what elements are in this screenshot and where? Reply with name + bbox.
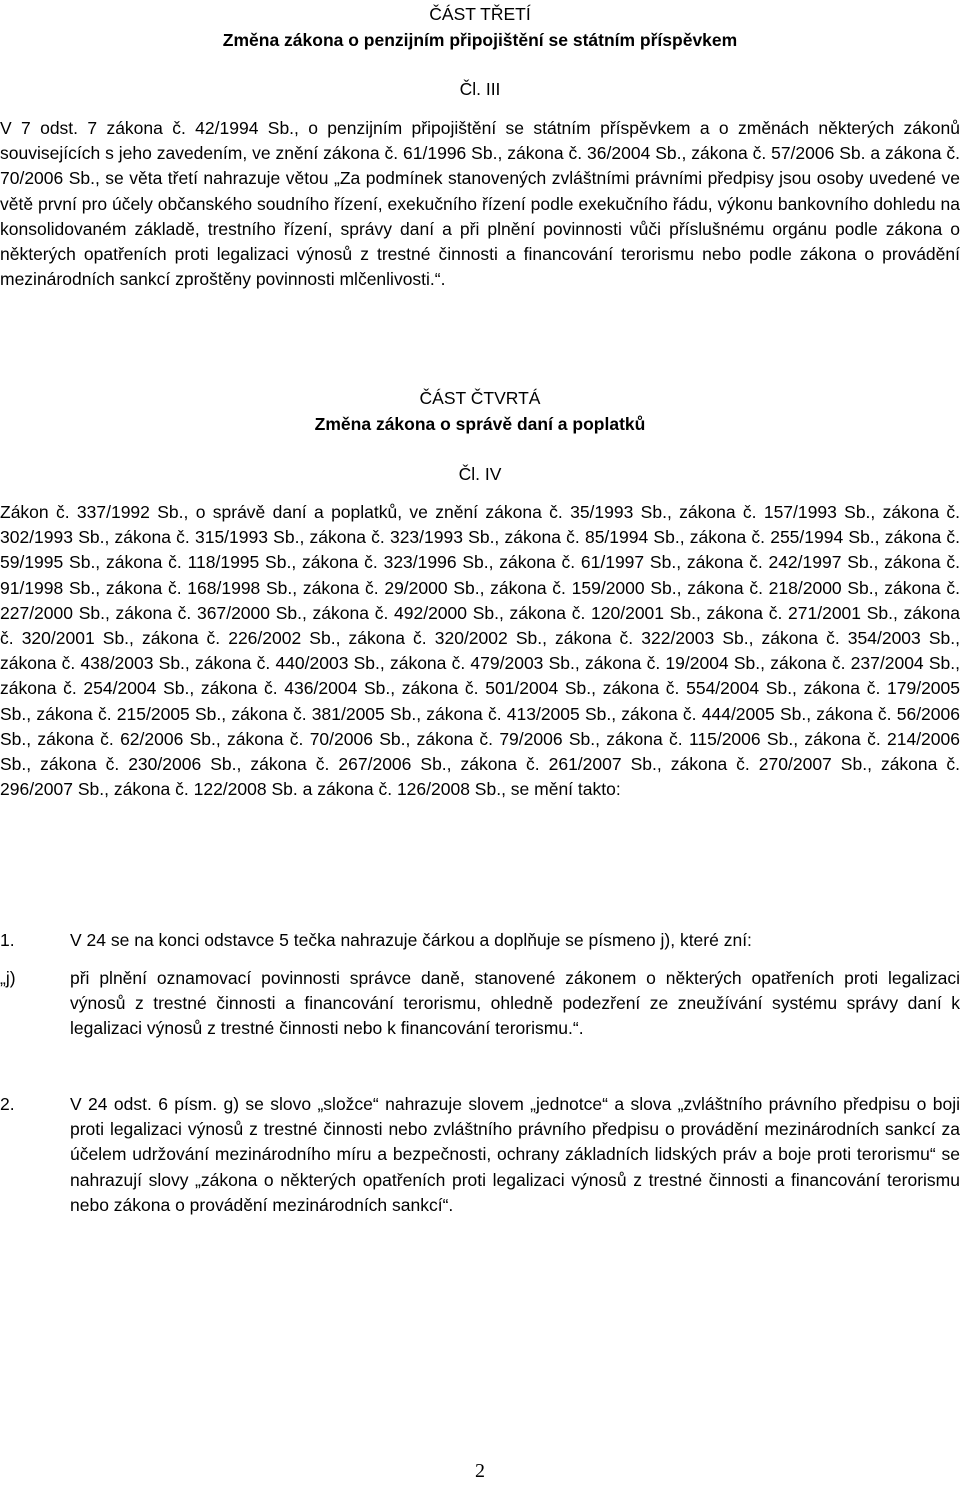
part4-intro: Zákon č. 337/1992 Sb., o správě daní a poplatků, ve znění zákona č. 35/1993 Sb., zákona č. 157/1993 Sb., zákona č. 302/1993 Sb., zákona č. 315/1993 Sb., zákona č. 323/1993 Sb., zákona č. 85/1994 Sb., zákona č. 255/1994 Sb., zákona č. 59/1995 Sb., zákona č. 118/1995 Sb., zákona č. 323/1996 Sb., zákona č. 61/1997 Sb., zákona č. 242/1997 Sb., zákona č. 91/1998 Sb., zákona č. 168/1998 Sb., zákona č. 29/2000 Sb., zákona č. 159/2000 Sb., zákona č. 218/2000 Sb., zákona č. 227/2000 Sb., zákona č. 367/2000 Sb., zákona č. 492/2000 Sb., zákona č. 120/2001 Sb., zákona č. 271/2001 Sb., zákona č. 320/2001 Sb., zákona č. 226/2002 Sb., zákona č. 320/2002 Sb., zákona č. 322/2003 Sb., zákona č. 354/2003 Sb., zákona č. 438/2003 Sb., zákona č. 440/2003 Sb., zákona č. 479/2003 Sb., zákona č. 19/2004 Sb., zákona č. 237/2004 Sb., zákona č. 254/2004 Sb., zákona č. 436/2004 Sb., zákona č. 501/2004 Sb., zákona č. 554/2004 Sb., zákona č. 179/2005 Sb., zákona č. 215/2005 Sb., zákona č. 381/2005 Sb., zákona č. 413/2005 Sb., zákona č. 444/2005 Sb., zákona č. 56/2006 Sb., zákona č. 62/2006 Sb., zákona č. 70/2006 Sb., zákona č. 79/2006 Sb., zákona č. 115/2006 Sb., zákona č. 214/2006 Sb., zákona č. 230/2006 Sb., zákona č. 267/2006 Sb., zákona č. 261/2007 Sb., zákona č. 270/2007 Sb., zákona č. 296/2007 Sb., zákona č. 122/2008 Sb. a zákona č. 126/2008 Sb., se mění takto: [0, 502, 960, 800]
part3-heading: ČÁST TŘETÍ [429, 4, 531, 24]
part4-article: Čl. IV [458, 464, 502, 484]
page-number: 2 [475, 1460, 485, 1482]
item-number: „j) [0, 968, 16, 988]
item-text: V 24 odst. 6 písm. g) se slovo „složce“ nahrazuje slovem „jednotce“ a slova „zvláštního právního předpisu o boji proti legalizaci výnosů z trestné činnosti nebo zvláštního právního předpisu o provádění mezinárodních sankcí za účelem udržování mezinárodního míru a bezpečnosti, ochrany základních lidských práv a boje proti terorismu“ se nahrazují slovy „zákona o některých opatřeních proti legalizaci výnosů z trestné činnosti a financování terorismu nebo zákona o provádění mezinárodních sankcí“. [70, 1094, 960, 1215]
item-text: V 24 se na konci odstavce 5 tečka nahrazuje čárkou a doplňuje se písmeno j), které zní: [70, 930, 752, 950]
item-number: 1. [0, 930, 15, 950]
part3-text: V 7 odst. 7 zákona č. 42/1994 Sb., o penzijním připojištění se státním příspěvkem a o změnách některých zákonů souvisejících s jeho zavedením, ve znění zákona č. 61/1996 Sb., zákona č. 36/2004 Sb., zákona č. 57/2006 Sb. a zákona č. 70/2006 Sb., se věta třetí nahrazuje větou „Za podmínek stanovených zvláštními právními předpisy jsou osoby uvedené ve větě první pro účely občanského soudního řízení, exekučního řízení podle exekučního řádu, výkonu bankovního dohledu na konsolidovaném základě, trestního řízení, správy daní a při plnění povinnosti vůči příslušnému orgánu podle zákona o některých opatřeních proti legalizaci výnosů z trestné činnosti a financování terorismu nebo podle zákona o provádění mezinárodních sankcí zproštěny povinnosti mlčenlivosti.“. [0, 118, 960, 290]
part4-heading: ČÁST ČTVRTÁ [419, 388, 541, 408]
item-text: při plnění oznamovací povinnosti správce daně, stanovené zákonem o některých opatřeních proti legalizaci výnosů z trestné činnosti a financování terorismu, ohledně podezření ze zneužívání systému správy daní k legalizaci výnosů z trestné činnosti nebo k financování terorismu.“. [70, 968, 960, 1039]
part3-title: Změna zákona o penzijním připojištění se státním příspěvkem [222, 30, 738, 50]
part3-article: Čl. III [459, 79, 501, 99]
item-number: 2. [0, 1094, 15, 1114]
part4-title: Změna zákona o správě daní a poplatků [314, 414, 646, 434]
